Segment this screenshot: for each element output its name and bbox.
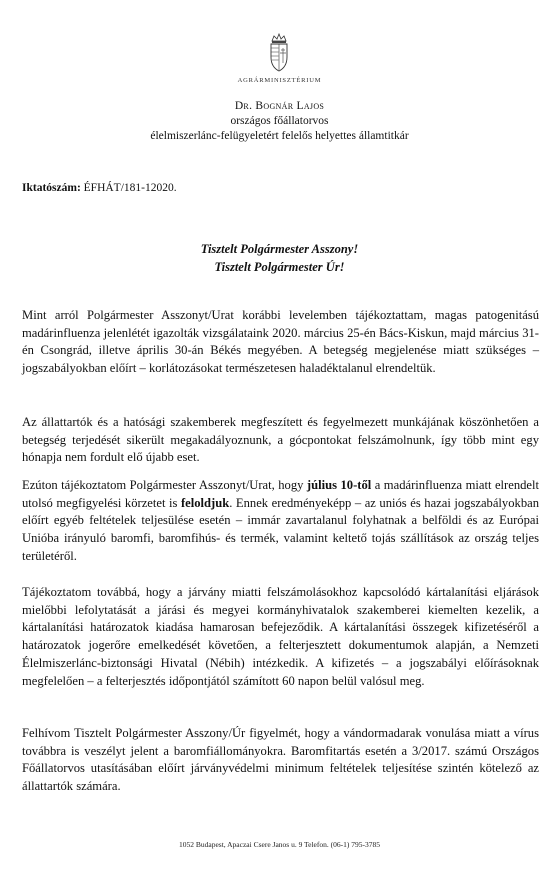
sender-subtitle: élelmiszerlánc-felügyeletért felelős helyettes államtitkár (150, 130, 409, 142)
registration-value: ÉFHÁT/181-12020. (83, 182, 177, 194)
paragraph-2: Az állattartók és a hatósági szakemberek megfeszített és fegyelmezett munkájának köszönhetően a betegség terjedését sikerült megakadályoznunk, a gócpontokat felszámolnunk, így több mint egy hónapja nem fordult elő újabb eset. (22, 415, 539, 465)
paragraph-3-date: július 10-től (306, 478, 372, 492)
sender-title: országos főállatorvos (230, 115, 329, 127)
paragraph-1: Mint arról Polgármester Asszonyt/Urat korábbi levelemben tájékoztattam, magas patogenitású madárinfluenza jelenlétét igazolták vizsgálataink 2020. március 25-én Bács-Kiskun, majd március 31-én Csongrád, illetve április 30-án Békés megyében. A betegség megjelenése miatt szükséges – jogszabályokban előírt – korlátozásokat természetesen haladéktalanul elrendeltük. (22, 308, 539, 376)
registration-number (22, 182, 177, 194)
paragraph-4: Tájékoztatom továbbá, hogy a járvány miatti felszámolásokhoz kapcsolódó kártalanítási eljárások mielőbbi lefolytatását a járási és megyei kormányhivatalok szakemberei kiemelten kezelik, a kártalanítási határozatok kiadása hamarosan befejeződik. A kártalanítási összegek kifizetéséről a határozatok jogerőre emelkedését követően, a felterjesztett dokumentumok alapján, a Nemzeti Élelmiszerlánc-biztonsági Hivatal (Nébih) intézkedik. A kifizetés – a jogszabályi előírásoknak megfelelően – a felterjesztés időpontjától számított 60 napon belül valósul meg. (22, 585, 539, 688)
paragraph-5: Felhívom Tisztelt Polgármester Asszony/Úr figyelmét, hogy a vándormadarak vonulása miatt a vírus továbbra is veszélyt jelent a baromfiállományokra. Baromfitartás esetén a 3/2017. számú Országos Főállatorvos utasításában előírt járványvédelmi minimum feltételek teljesítése szintén kötelező az állattartók számára. (22, 726, 539, 794)
paragraph-3-text-a: Ezúton tájékoztatom Polgármester Asszonyt/Urat, hogy (22, 478, 307, 492)
salutation-line-2: Tisztelt Polgármester Úr! (214, 260, 345, 274)
sender-name: Dr. Bognár Lajos (234, 100, 325, 112)
ministry-name: AGRÁRMINISZTÉRIUM (237, 77, 322, 84)
coat-of-arms-icon (266, 33, 292, 73)
salutation (0, 240, 559, 276)
paragraph-3-text-c: . Ennek eredményeképp – az uniós és hazai jogszabályokban előírt egyéb feltételek teljesülése esetén – immár zavartalanul folyhatnak a belföldi és az Európai Unióba irányuló baromfi, baromfihús- és termék, valamint keltető tojás szállítások az ország teljes területéről. (22, 495, 540, 563)
paragraph-3-lift: feloldjuk (180, 495, 230, 510)
paragraph-3 (22, 477, 539, 566)
registration-label: Iktatószám: (22, 182, 81, 194)
salutation-line-1: Tisztelt Polgármester Asszony! (200, 242, 359, 256)
footer-address: 1052 Budapest, Apaczai Csere Janos u. 9 Telefon. (06-1) 795-3785 (179, 840, 380, 849)
paragraph-3-text-b: a madárinfluenza miatt elrendelt utolsó megfigyelési körzetet is (22, 478, 540, 510)
sender-block (0, 99, 559, 144)
